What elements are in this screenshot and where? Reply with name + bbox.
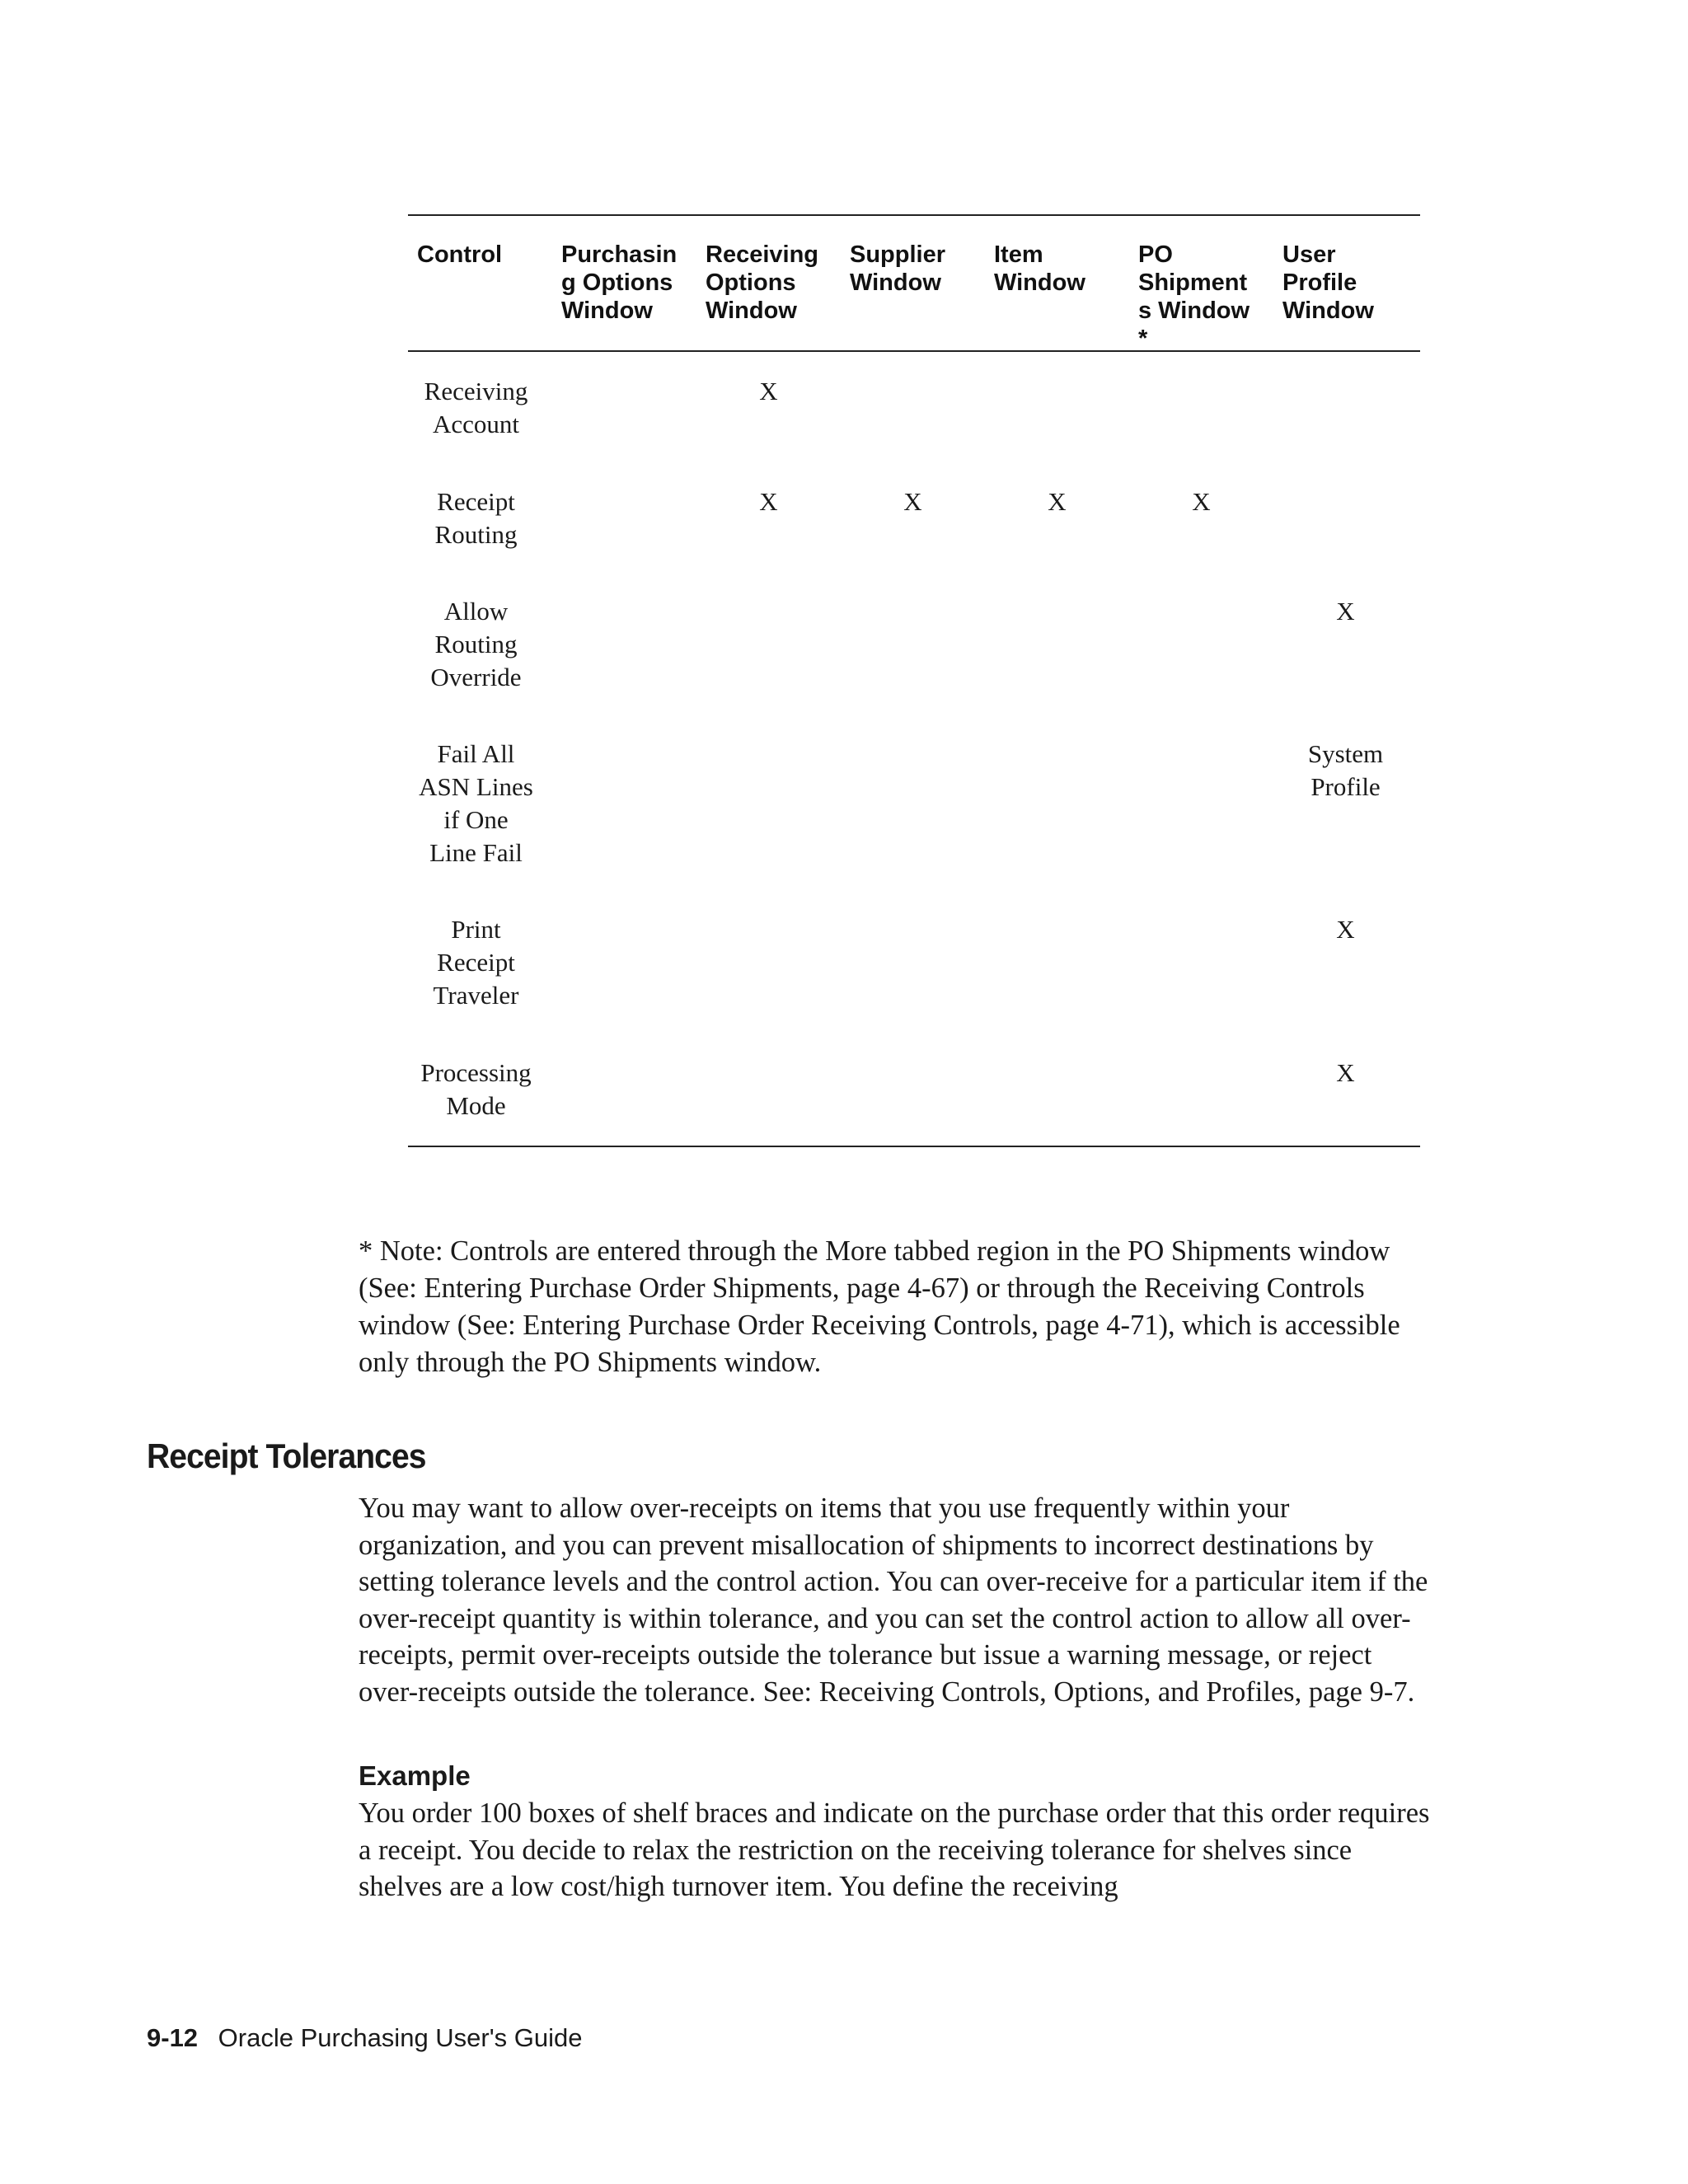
cell: X <box>1048 487 1067 516</box>
cell: X <box>1192 487 1211 516</box>
cell <box>552 595 696 738</box>
cell <box>696 913 841 1057</box>
header-user-profile-window: User Profile Window <box>1282 241 1374 324</box>
cell <box>552 913 696 1057</box>
table-row <box>408 1057 1420 1146</box>
page-footer <box>147 2022 583 2055</box>
cell: X <box>1336 915 1355 944</box>
header-purchasing-options-window: Purchasin g Options Window <box>561 241 678 324</box>
table-row <box>408 595 1420 738</box>
cell: X <box>759 487 778 516</box>
section-paragraph: You may want to allow over-receipts on items that you use frequently within your organization, and you can prevent misallocation of shipments to incorrect destinations by setting tolerance levels and the control action. You can over-receive for a particular item if the over-receipt quantity is within tolerance, and you can set the control action to allow all over-receipts, permit over-receipts outside the tolerance but issue a warning message, or reject over-receipts outside the tolerance. See: Receiving Controls, Options, and Profiles, page 9-7. <box>359 1493 1428 1708</box>
footer-page-number: 9-12 <box>147 2023 199 2052</box>
receiving-controls-table <box>408 214 1420 1147</box>
cell <box>552 485 696 595</box>
cell-control: Allow Routing Override <box>430 597 522 691</box>
cell <box>552 1057 696 1146</box>
table-row <box>408 485 1420 595</box>
cell <box>985 913 1129 1057</box>
cell <box>552 738 696 913</box>
cell <box>985 1057 1129 1146</box>
cell: X <box>1336 597 1355 626</box>
cell-control: Print Receipt Traveler <box>433 915 519 1010</box>
cell <box>985 595 1129 738</box>
cell <box>696 738 841 913</box>
cell <box>985 738 1129 913</box>
table-footnote: * Note: Controls are entered through the More tabbed region in the PO Shipments window (See: Entering Purchase Order Shipments, page 4-67) or through the Receiving Controls window (See: Entering Purchase Order Receiving Controls, page 4-71), which is accessible only through the PO Shipments window. <box>359 1235 1400 1378</box>
cell <box>552 375 696 485</box>
cell-control: Receipt Routing <box>434 487 518 549</box>
cell <box>1129 595 1273 738</box>
cell <box>696 1057 841 1146</box>
example-heading: Example <box>359 1760 471 1791</box>
cell <box>841 738 985 913</box>
header-supplier-window: Supplier Window <box>850 241 946 296</box>
cell-control: Fail All ASN Lines if One Line Fail <box>419 739 533 867</box>
table-row <box>408 738 1420 913</box>
cell <box>1129 1057 1273 1146</box>
header-po-shipments-window: PO Shipment s Window * <box>1138 241 1250 352</box>
table-header-row <box>408 216 1420 350</box>
cell <box>841 1057 985 1146</box>
cell-control: Receiving Account <box>424 377 528 438</box>
section-heading: Receipt Tolerances <box>147 1436 426 1475</box>
table-row <box>408 913 1420 1057</box>
cell: X <box>759 377 778 405</box>
header-control: Control <box>417 241 503 268</box>
cell <box>841 595 985 738</box>
header-receiving-options-window: Receiving Options Window <box>706 241 818 324</box>
table-row <box>408 375 1420 485</box>
cell: System Profile <box>1307 739 1384 801</box>
footer-book-title: Oracle Purchasing User's Guide <box>218 2023 583 2052</box>
cell: X <box>903 487 922 516</box>
cell <box>1129 375 1273 485</box>
cell: X <box>1336 1058 1355 1087</box>
cell <box>1129 738 1273 913</box>
cell <box>841 913 985 1057</box>
cell <box>696 595 841 738</box>
example-paragraph: You order 100 boxes of shelf braces and indicate on the purchase order that this order requires a receipt. You decide to relax the restriction on the receiving tolerance for shelves since shelves are a low cost/high turnover item. You define the receiving <box>359 1797 1430 1902</box>
cell-control: Processing Mode <box>420 1058 532 1120</box>
cell <box>985 375 1129 485</box>
table-body <box>408 352 1420 1146</box>
cell <box>1129 913 1273 1057</box>
cell <box>841 375 985 485</box>
cell <box>1273 375 1418 485</box>
header-item-window: Item Window <box>994 241 1085 296</box>
cell <box>1273 485 1418 595</box>
table-bottom-rule <box>408 1146 1420 1147</box>
